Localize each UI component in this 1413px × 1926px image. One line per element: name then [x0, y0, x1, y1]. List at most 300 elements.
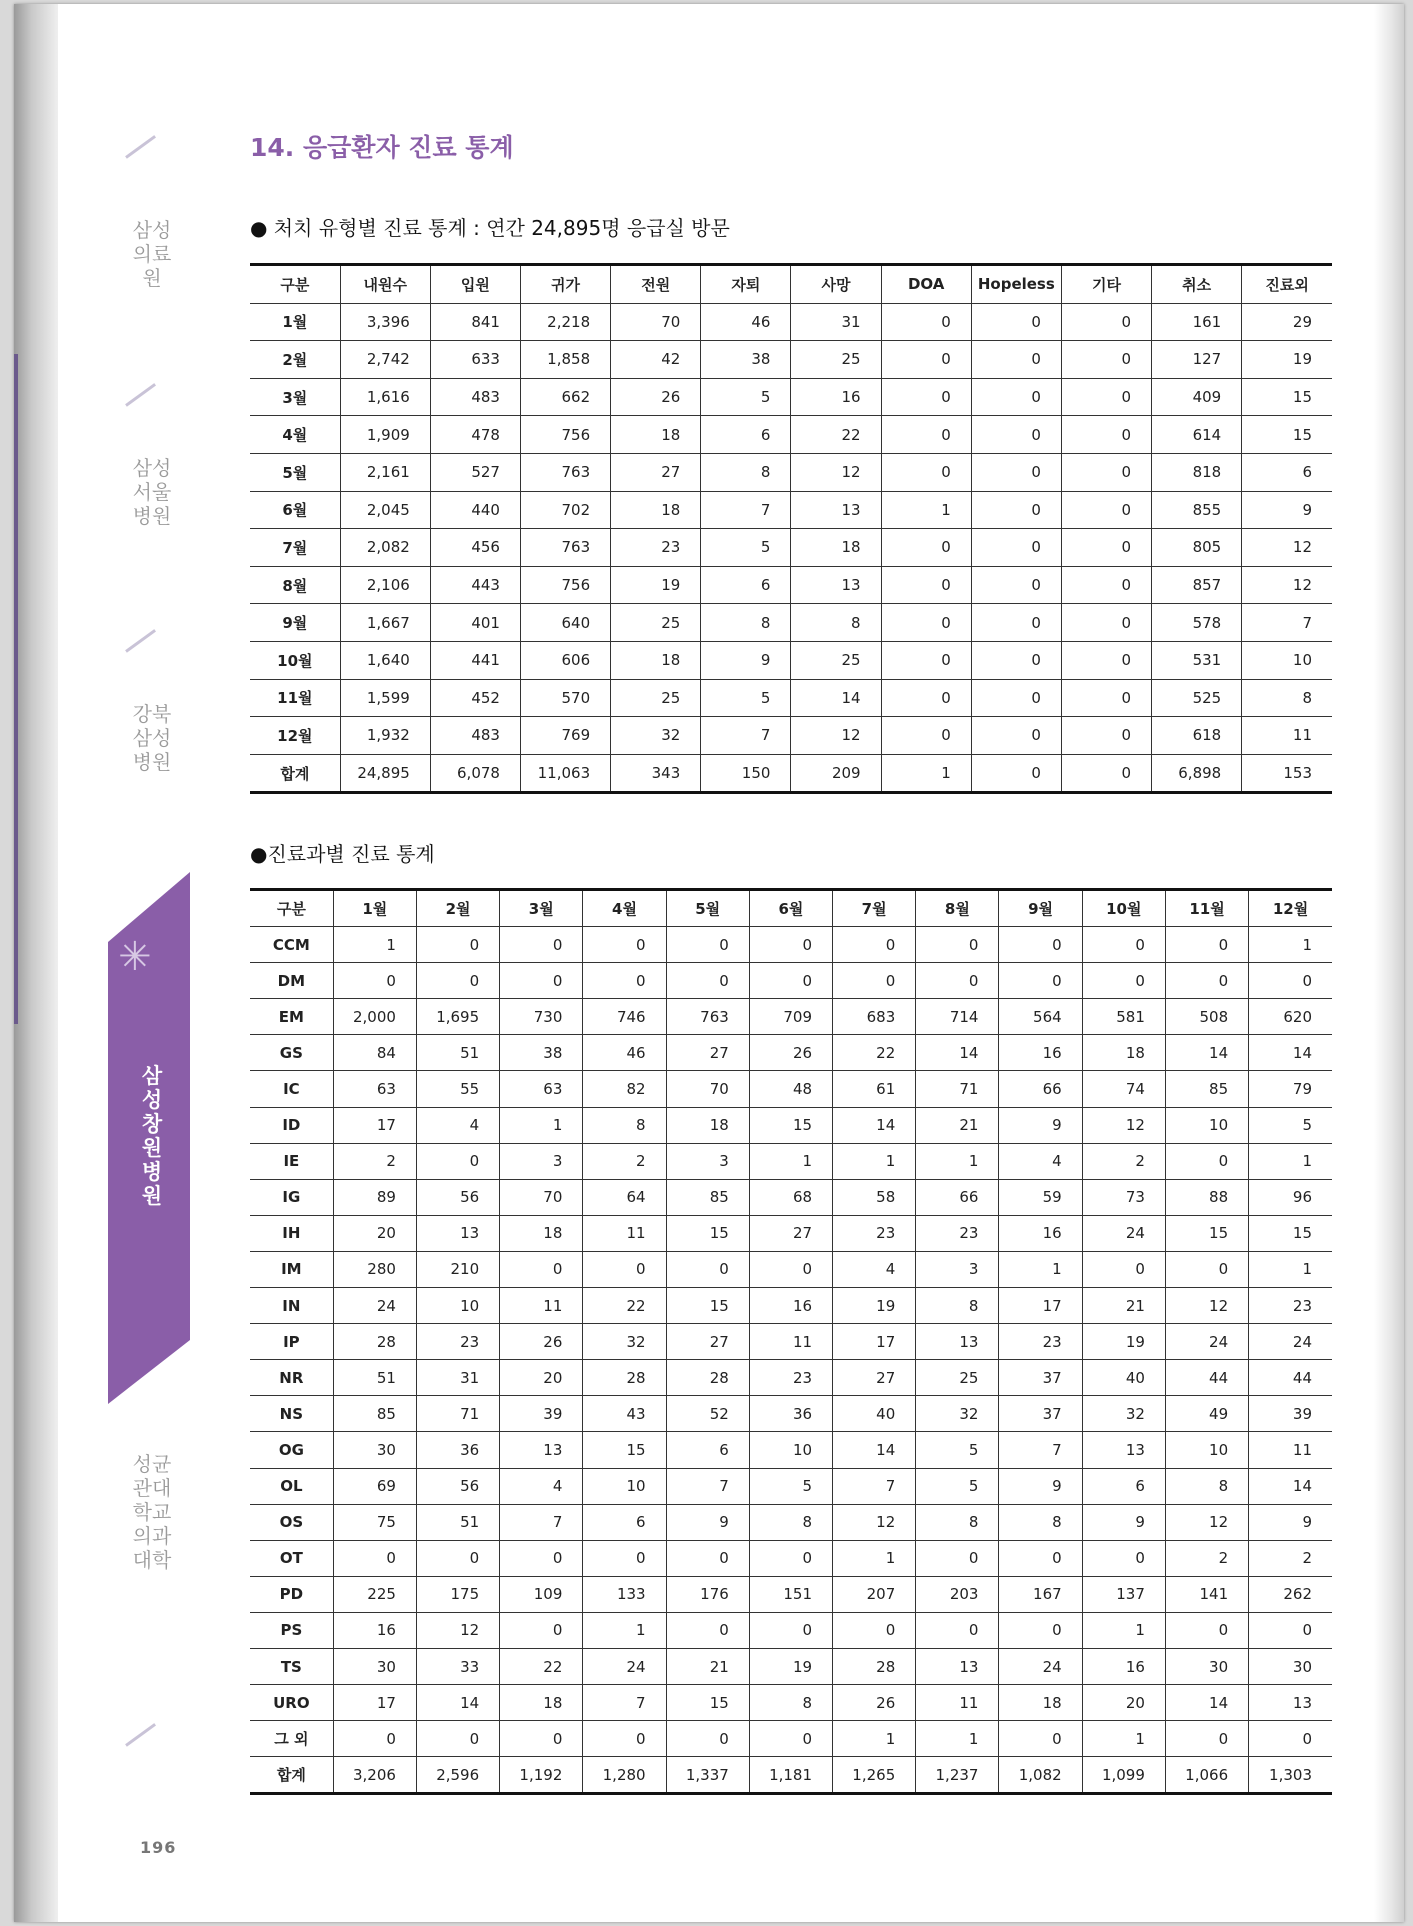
table-cell: 11,063: [520, 754, 610, 793]
table-cell: 2,161: [340, 453, 430, 491]
table-cell: 401: [430, 604, 520, 642]
row-label: 합계: [250, 1757, 333, 1794]
table-cell: 39: [500, 1396, 583, 1432]
table-cell: 18: [999, 1685, 1082, 1721]
table-cell: 30: [333, 1648, 416, 1684]
table-cell: 25: [791, 641, 881, 679]
table-cell: 109: [500, 1576, 583, 1612]
table-cell: 0: [833, 963, 916, 999]
table-cell: 17: [333, 1685, 416, 1721]
table-cell: 12: [1242, 566, 1332, 604]
table-cell: 51: [416, 1035, 499, 1071]
table-cell: 161: [1152, 303, 1242, 341]
table-cell: 30: [1165, 1648, 1248, 1684]
table-cell: 7: [583, 1685, 666, 1721]
table-cell: 13: [791, 491, 881, 529]
table-cell: 10: [1165, 1107, 1248, 1143]
table-cell: 84: [333, 1035, 416, 1071]
table-cell: 31: [416, 1360, 499, 1396]
column-header: Hopeless: [971, 265, 1061, 304]
table-row: [250, 679, 1332, 717]
table-cell: 52: [666, 1396, 749, 1432]
table-cell: 20: [333, 1215, 416, 1251]
table-cell: 19: [1242, 341, 1332, 379]
table-cell: 19: [1082, 1324, 1165, 1360]
divider-slash: [125, 383, 156, 407]
table-cell: 85: [666, 1179, 749, 1215]
table-cell: 69: [333, 1468, 416, 1504]
table-row: [250, 1468, 1332, 1504]
table-cell: 456: [430, 529, 520, 567]
table-cell: 1,599: [340, 679, 430, 717]
table-cell: 4: [833, 1251, 916, 1287]
table-cell: 6: [1242, 453, 1332, 491]
table-cell: 0: [971, 416, 1061, 454]
table-cell: 0: [1061, 679, 1151, 717]
row-label: OL: [250, 1468, 333, 1504]
table-cell: 8: [916, 1504, 999, 1540]
table-cell: 15: [1242, 416, 1332, 454]
table-cell: 5: [916, 1468, 999, 1504]
table-cell: 7: [999, 1432, 1082, 1468]
book-spine: [14, 4, 58, 1922]
table-cell: 0: [749, 963, 832, 999]
table-cell: 1: [1082, 1721, 1165, 1757]
table-cell: 16: [999, 1035, 1082, 1071]
table-cell: 6: [583, 1504, 666, 1540]
table-cell: 8: [701, 453, 791, 491]
table-cell: 606: [520, 641, 610, 679]
table-cell: 0: [1061, 754, 1151, 793]
table-cell: 452: [430, 679, 520, 717]
table-cell: 15: [666, 1288, 749, 1324]
column-header: 자퇴: [701, 265, 791, 304]
table-cell: 756: [520, 566, 610, 604]
table-cell: 1,858: [520, 341, 610, 379]
table-row: [250, 566, 1332, 604]
side-nav-item-3[interactable]: 강북삼성병원: [132, 702, 172, 774]
table-cell: 0: [1061, 529, 1151, 567]
department-table: [250, 888, 1332, 1795]
table-cell: 0: [971, 491, 1061, 529]
table-cell: 0: [1249, 963, 1332, 999]
table-cell: 0: [500, 963, 583, 999]
table-cell: 7: [701, 491, 791, 529]
table-cell: 74: [1082, 1071, 1165, 1107]
table-cell: 5: [749, 1468, 832, 1504]
table-cell: 30: [333, 1432, 416, 1468]
table-cell: 210: [416, 1251, 499, 1287]
table-row: [250, 1143, 1332, 1179]
table-cell: 9: [1242, 491, 1332, 529]
table-cell: 19: [611, 566, 701, 604]
table-cell: 21: [666, 1648, 749, 1684]
table-cell: 14: [1165, 1685, 1248, 1721]
table-cell: 27: [611, 453, 701, 491]
row-label: 8월: [250, 566, 340, 604]
table-cell: 70: [666, 1071, 749, 1107]
table-cell: 841: [430, 303, 520, 341]
table-cell: 0: [916, 1612, 999, 1648]
table-row: [250, 416, 1332, 454]
table-cell: 0: [916, 1540, 999, 1576]
section1-title: ● 처치 유형별 진료 통계 : 연간 24,895명 응급실 방문: [250, 216, 730, 240]
table-cell: 0: [1061, 566, 1151, 604]
table-cell: 1: [1082, 1612, 1165, 1648]
column-header: 1월: [333, 890, 416, 927]
table-cell: 36: [416, 1432, 499, 1468]
table-cell: 1,265: [833, 1757, 916, 1794]
table-cell: 0: [999, 963, 1082, 999]
table-cell: 578: [1152, 604, 1242, 642]
table-cell: 0: [666, 1721, 749, 1757]
table-cell: 0: [500, 927, 583, 963]
table-cell: 79: [1249, 1071, 1332, 1107]
table-cell: 0: [583, 1721, 666, 1757]
table-cell: 27: [666, 1035, 749, 1071]
table-cell: 1: [881, 491, 971, 529]
side-nav-item-4[interactable]: 삼성창원병원: [141, 1064, 163, 1208]
table-cell: 1,303: [1249, 1757, 1332, 1794]
table-cell: 0: [583, 1251, 666, 1287]
table-cell: 1: [881, 754, 971, 793]
table-cell: 0: [1082, 1540, 1165, 1576]
table-cell: 46: [583, 1035, 666, 1071]
table-cell: 1: [1249, 927, 1332, 963]
table-cell: 150: [701, 754, 791, 793]
table-row: [250, 1504, 1332, 1540]
table-cell: 0: [1165, 1612, 1248, 1648]
table-cell: 7: [500, 1504, 583, 1540]
table-cell: 1,280: [583, 1757, 666, 1794]
table-cell: 23: [611, 529, 701, 567]
table-cell: 13: [916, 1648, 999, 1684]
table-cell: 0: [999, 927, 1082, 963]
table-cell: 746: [583, 999, 666, 1035]
table-cell: 6,898: [1152, 754, 1242, 793]
table-row: [250, 1324, 1332, 1360]
table-cell: 25: [791, 341, 881, 379]
column-header: 2월: [416, 890, 499, 927]
table-cell: 19: [749, 1648, 832, 1684]
table-cell: 28: [583, 1360, 666, 1396]
table-cell: 0: [1061, 604, 1151, 642]
table-cell: 12: [1165, 1288, 1248, 1324]
table-row: [250, 529, 1332, 567]
table-cell: 7: [833, 1468, 916, 1504]
table-cell: 769: [520, 717, 610, 755]
table-row: [250, 1179, 1332, 1215]
table-cell: 43: [583, 1396, 666, 1432]
table-row: [250, 963, 1332, 999]
table-row: [250, 1215, 1332, 1251]
table-cell: 483: [430, 378, 520, 416]
column-header: 구분: [250, 890, 333, 927]
table-cell: 2,082: [340, 529, 430, 567]
table-cell: 71: [416, 1396, 499, 1432]
row-label: TS: [250, 1648, 333, 1684]
row-label: OG: [250, 1432, 333, 1468]
table-cell: 8: [583, 1107, 666, 1143]
divider-slash: [125, 1723, 156, 1747]
page-edge-shadow: [1374, 4, 1404, 1922]
table-cell: 13: [416, 1215, 499, 1251]
column-header: 3월: [500, 890, 583, 927]
table-cell: 13: [1082, 1432, 1165, 1468]
table-cell: 1,667: [340, 604, 430, 642]
table-cell: 16: [999, 1215, 1082, 1251]
row-label: 9월: [250, 604, 340, 642]
row-label: IG: [250, 1179, 333, 1215]
table-row: [250, 641, 1332, 679]
table-cell: 32: [611, 717, 701, 755]
table-cell: 633: [430, 341, 520, 379]
table-cell: 0: [881, 303, 971, 341]
row-label: IH: [250, 1215, 333, 1251]
table-cell: 15: [749, 1107, 832, 1143]
table-row: [250, 1648, 1332, 1684]
row-label: IC: [250, 1071, 333, 1107]
table-cell: 2: [333, 1143, 416, 1179]
table-row: [250, 341, 1332, 379]
table-cell: 46: [701, 303, 791, 341]
table-row: [250, 927, 1332, 963]
table-cell: 1: [999, 1251, 1082, 1287]
column-header: 전원: [611, 265, 701, 304]
table-cell: 11: [583, 1215, 666, 1251]
table-cell: 17: [833, 1324, 916, 1360]
table-cell: 0: [1061, 717, 1151, 755]
row-label: IP: [250, 1324, 333, 1360]
table-cell: 1: [916, 1721, 999, 1757]
table-cell: 40: [1082, 1360, 1165, 1396]
table-cell: 71: [916, 1071, 999, 1107]
table-cell: 0: [1165, 927, 1248, 963]
table-cell: 0: [971, 717, 1061, 755]
table-cell: 16: [1082, 1648, 1165, 1684]
table-cell: 564: [999, 999, 1082, 1035]
sparkle-icon: ✳: [118, 934, 152, 980]
table-cell: 39: [1249, 1396, 1332, 1432]
table-cell: 22: [791, 416, 881, 454]
table-cell: 1,192: [500, 1757, 583, 1794]
table-cell: 763: [520, 529, 610, 567]
table-cell: 0: [666, 927, 749, 963]
table-cell: 531: [1152, 641, 1242, 679]
table-cell: 9: [999, 1107, 1082, 1143]
table-cell: 26: [749, 1035, 832, 1071]
column-header: 진료외: [1242, 265, 1332, 304]
table-cell: 209: [791, 754, 881, 793]
table-cell: 55: [416, 1071, 499, 1107]
table-cell: 23: [833, 1215, 916, 1251]
table-cell: 1: [833, 1721, 916, 1757]
table-cell: 0: [749, 1251, 832, 1287]
table-cell: 0: [1082, 1251, 1165, 1287]
table-cell: 0: [881, 341, 971, 379]
table-cell: 21: [1082, 1288, 1165, 1324]
table-cell: 1,932: [340, 717, 430, 755]
table-cell: 9: [1082, 1504, 1165, 1540]
table-cell: 0: [1165, 1721, 1248, 1757]
table-cell: 343: [611, 754, 701, 793]
row-label: ID: [250, 1107, 333, 1143]
column-header: 내원수: [340, 265, 430, 304]
divider-slash: [125, 629, 156, 653]
table-cell: 26: [833, 1685, 916, 1721]
table-cell: 1,066: [1165, 1757, 1248, 1794]
page-title: 14. 응급환자 진료 통계: [250, 133, 514, 162]
table-cell: 409: [1152, 378, 1242, 416]
column-header: 11월: [1165, 890, 1248, 927]
table-cell: 7: [701, 717, 791, 755]
section2-title: ●진료과별 진료 통계: [250, 842, 435, 866]
column-header: 8월: [916, 890, 999, 927]
table-cell: 23: [916, 1215, 999, 1251]
table-cell: 16: [333, 1612, 416, 1648]
table-cell: 1,082: [999, 1757, 1082, 1794]
table-cell: 0: [971, 641, 1061, 679]
table-cell: 0: [1249, 1612, 1332, 1648]
table-cell: 855: [1152, 491, 1242, 529]
table-cell: 11: [916, 1685, 999, 1721]
table-cell: 0: [916, 963, 999, 999]
table-cell: 18: [500, 1215, 583, 1251]
table-cell: 96: [1249, 1179, 1332, 1215]
table-cell: 262: [1249, 1576, 1332, 1612]
table-cell: 15: [583, 1432, 666, 1468]
table-cell: 9: [999, 1468, 1082, 1504]
table-cell: 3: [916, 1251, 999, 1287]
table-cell: 23: [416, 1324, 499, 1360]
table-cell: 3: [666, 1143, 749, 1179]
table-cell: 14: [833, 1432, 916, 1468]
row-label: 12월: [250, 717, 340, 755]
row-label: 4월: [250, 416, 340, 454]
table-cell: 0: [1061, 491, 1151, 529]
table-cell: 15: [1242, 378, 1332, 416]
table-cell: 26: [500, 1324, 583, 1360]
table-cell: 0: [881, 604, 971, 642]
table-cell: 24,895: [340, 754, 430, 793]
table-cell: 683: [833, 999, 916, 1035]
side-nav-item-1[interactable]: 삼성의료원: [132, 218, 172, 290]
table-cell: 10: [416, 1288, 499, 1324]
table-cell: 478: [430, 416, 520, 454]
column-header: 10월: [1082, 890, 1165, 927]
table-cell: 0: [1249, 1721, 1332, 1757]
row-label: URO: [250, 1685, 333, 1721]
column-header: 사망: [791, 265, 881, 304]
table-cell: 1,640: [340, 641, 430, 679]
table-cell: 1,695: [416, 999, 499, 1035]
row-label: NR: [250, 1360, 333, 1396]
table-cell: 0: [666, 1251, 749, 1287]
table-cell: 2,045: [340, 491, 430, 529]
table-cell: 0: [749, 1540, 832, 1576]
table-cell: 0: [881, 378, 971, 416]
table-row: [250, 1360, 1332, 1396]
table-cell: 0: [749, 927, 832, 963]
divider-slash: [125, 135, 156, 159]
table-cell: 14: [916, 1035, 999, 1071]
table-cell: 23: [1249, 1288, 1332, 1324]
table-cell: 0: [971, 378, 1061, 416]
table-cell: 0: [1061, 341, 1151, 379]
table-cell: 1,181: [749, 1757, 832, 1794]
page: [14, 4, 1404, 1922]
table-cell: 763: [666, 999, 749, 1035]
table-cell: 0: [583, 1540, 666, 1576]
table-cell: 68: [749, 1179, 832, 1215]
table-cell: 8: [749, 1685, 832, 1721]
table-cell: 614: [1152, 416, 1242, 454]
table-cell: 127: [1152, 341, 1242, 379]
table-cell: 0: [500, 1540, 583, 1576]
table-cell: 24: [1249, 1324, 1332, 1360]
table-cell: 22: [500, 1648, 583, 1684]
table-cell: 0: [416, 1540, 499, 1576]
row-label: IM: [250, 1251, 333, 1287]
table-cell: 0: [333, 963, 416, 999]
table-cell: 2,218: [520, 303, 610, 341]
table-cell: 0: [881, 679, 971, 717]
side-nav-item-5[interactable]: 성균관대학교 의과대학: [132, 1452, 172, 1572]
row-label: 7월: [250, 529, 340, 567]
table-cell: 508: [1165, 999, 1248, 1035]
table-cell: 620: [1249, 999, 1332, 1035]
page-number: 196: [140, 1838, 177, 1857]
table-cell: 40: [833, 1396, 916, 1432]
table-cell: 3,206: [333, 1757, 416, 1794]
table-cell: 0: [500, 1612, 583, 1648]
table-cell: 10: [583, 1468, 666, 1504]
table-cell: 9: [1249, 1504, 1332, 1540]
table-cell: 10: [1242, 641, 1332, 679]
table-cell: 63: [500, 1071, 583, 1107]
table-cell: 9: [666, 1504, 749, 1540]
table-cell: 89: [333, 1179, 416, 1215]
table-cell: 7: [666, 1468, 749, 1504]
table-cell: 25: [611, 679, 701, 717]
table-cell: 27: [666, 1324, 749, 1360]
table-cell: 280: [333, 1251, 416, 1287]
table-cell: 14: [1249, 1468, 1332, 1504]
table-cell: 1: [916, 1143, 999, 1179]
table-cell: 0: [999, 1721, 1082, 1757]
table-cell: 7: [1242, 604, 1332, 642]
row-label: GS: [250, 1035, 333, 1071]
table-cell: 63: [333, 1071, 416, 1107]
table-cell: 0: [833, 1612, 916, 1648]
table-cell: 20: [500, 1360, 583, 1396]
side-nav-item-2[interactable]: 삼성서울병원: [132, 456, 172, 528]
table-cell: 0: [1061, 303, 1151, 341]
table-row: [250, 1612, 1332, 1648]
row-label: IN: [250, 1288, 333, 1324]
table-cell: 61: [833, 1071, 916, 1107]
table-cell: 1,909: [340, 416, 430, 454]
table-header-row: [250, 265, 1332, 304]
column-header: 12월: [1249, 890, 1332, 927]
table-cell: 527: [430, 453, 520, 491]
table-cell: 27: [749, 1215, 832, 1251]
table-cell: 857: [1152, 566, 1242, 604]
table-cell: 32: [583, 1324, 666, 1360]
table-cell: 25: [611, 604, 701, 642]
table-cell: 6: [666, 1432, 749, 1468]
table-cell: 8: [1165, 1468, 1248, 1504]
